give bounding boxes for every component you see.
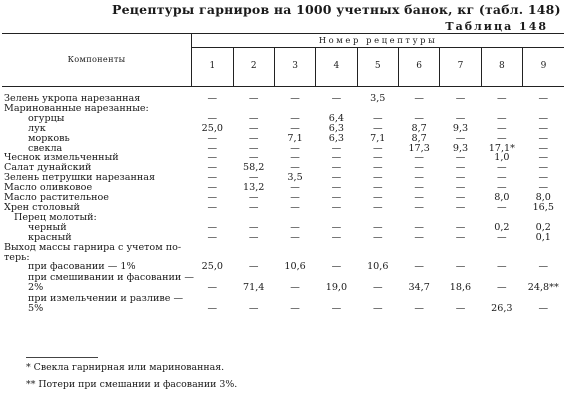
- component-name: 5%: [28, 303, 44, 315]
- value-cell: —: [414, 231, 424, 243]
- value-cell: —: [290, 162, 300, 174]
- value-cell: —: [290, 303, 300, 315]
- value-cell: —: [248, 112, 259, 124]
- recipe-column-number: 2: [233, 48, 274, 87]
- table-row: [2, 243, 564, 253]
- value-cell: —: [207, 201, 218, 213]
- value-cell: —: [497, 93, 507, 104]
- component-name: свекла: [28, 142, 63, 154]
- value-cell: 18,6: [449, 282, 472, 294]
- value-cell: [192, 243, 233, 253]
- table-row: [2, 124, 564, 134]
- recipe-number-header: Номер рецептуры: [192, 34, 564, 48]
- value-cell: —: [248, 192, 259, 204]
- component-name: Хрен столовый: [4, 201, 80, 213]
- value-cell: —: [372, 303, 383, 315]
- footnote: * Свекла гарнирная или маринованная.: [26, 362, 225, 373]
- value-cell: 0,2: [535, 221, 551, 233]
- value-cell: —: [331, 221, 342, 233]
- value-cell: —: [372, 112, 383, 124]
- component-name: Салат дунайский: [4, 162, 92, 174]
- page-title: Рецептуры гарниров на 1000 учетных банок, кг (табл. 148): [112, 2, 561, 17]
- value-cell: 10,6: [367, 261, 389, 273]
- component-name: 2%: [28, 282, 44, 294]
- value-cell: 9,3: [452, 122, 469, 134]
- value-cell: —: [538, 112, 549, 124]
- value-cell: 58,2: [243, 162, 265, 174]
- recipe-column-number: 1: [192, 48, 233, 87]
- value-cell: —: [538, 162, 549, 174]
- component-name: терь:: [4, 251, 30, 263]
- value-cell: —: [248, 221, 259, 233]
- value-cell: 26,3: [491, 303, 513, 315]
- value-cell: —: [455, 172, 466, 184]
- recipe-column-number: 4: [316, 48, 357, 87]
- value-cell: —: [331, 192, 342, 204]
- value-cell: 3,5: [370, 93, 386, 104]
- value-cell: —: [455, 132, 466, 144]
- value-cell: 16,5: [532, 201, 554, 213]
- table-row: [2, 193, 564, 203]
- value-cell: 25,0: [201, 122, 224, 134]
- component-name: Маринованные нарезанные:: [4, 102, 149, 114]
- value-cell: —: [372, 221, 383, 233]
- value-cell: —: [455, 182, 466, 194]
- component-name: огурцы: [28, 112, 65, 124]
- table-row: [2, 223, 564, 233]
- component-name: при фасовании — 1%: [28, 261, 136, 273]
- value-cell: —: [414, 201, 424, 213]
- value-cell: 6,3: [328, 122, 345, 134]
- value-cell: 7,1: [370, 132, 386, 144]
- value-cell: —: [455, 303, 466, 315]
- value-cell: —: [207, 132, 218, 144]
- value-cell: —: [372, 162, 383, 174]
- recipe-column-number: 5: [357, 48, 398, 87]
- value-cell: —: [290, 231, 300, 243]
- components-header: Компоненты: [2, 34, 192, 87]
- value-cell: —: [207, 152, 218, 164]
- recipe-column-number: 6: [398, 48, 439, 87]
- component-name: Перец молотый:: [14, 211, 97, 223]
- value-cell: —: [207, 182, 218, 194]
- value-cell: —: [497, 112, 507, 124]
- value-cell: 19,0: [325, 282, 348, 294]
- value-cell: —: [455, 201, 466, 213]
- value-cell: —: [207, 282, 218, 294]
- value-cell: —: [207, 142, 218, 154]
- value-cell: —: [290, 221, 300, 233]
- footnote: ** Потери при смешании и фасовании 3%.: [26, 379, 238, 390]
- table-label: Таблица 148: [445, 20, 548, 33]
- value-cell: 8,7: [411, 132, 427, 144]
- value-cell: —: [207, 231, 218, 243]
- value-cell: 17,3: [408, 142, 430, 154]
- value-cell: —: [248, 303, 259, 315]
- value-cell: 13,2: [243, 182, 265, 194]
- value-cell: —: [207, 221, 218, 233]
- value-cell: —: [248, 201, 259, 213]
- value-cell: —: [455, 231, 466, 243]
- value-cell: —: [207, 112, 218, 124]
- value-cell: —: [455, 261, 466, 273]
- value-cell: —: [290, 122, 300, 134]
- component-name: красный: [28, 231, 72, 243]
- value-cell: [233, 243, 274, 253]
- value-cell: —: [414, 192, 424, 204]
- footnote-divider: [26, 357, 98, 358]
- value-cell: —: [207, 172, 218, 184]
- table-row: [2, 104, 564, 114]
- value-cell: [523, 243, 564, 253]
- value-cell: —: [207, 192, 218, 204]
- value-cell: —: [290, 201, 300, 213]
- table-body: [2, 87, 564, 316]
- value-cell: —: [248, 172, 259, 184]
- table-row: [2, 294, 564, 304]
- value-cell: —: [372, 152, 383, 164]
- component-name: Выход массы гарнира с учетом по-: [4, 241, 182, 253]
- value-cell: 25,0: [201, 261, 224, 273]
- value-cell: [357, 243, 398, 253]
- value-cell: —: [455, 152, 466, 164]
- value-cell: —: [497, 201, 507, 213]
- value-cell: —: [455, 192, 466, 204]
- value-cell: —: [290, 112, 300, 124]
- value-cell: —: [372, 192, 383, 204]
- value-cell: —: [372, 201, 383, 213]
- value-cell: —: [455, 112, 466, 124]
- value-cell: —: [414, 221, 424, 233]
- value-cell: —: [290, 182, 300, 194]
- value-cell: [481, 243, 522, 253]
- value-cell: —: [497, 132, 507, 144]
- value-cell: 6,4: [328, 112, 345, 124]
- component-name: при измельчении и разливе —: [28, 293, 184, 305]
- component-name: Чеснок измельченный: [4, 152, 119, 164]
- value-cell: 0,2: [494, 221, 510, 233]
- value-cell: —: [538, 182, 549, 194]
- value-cell: —: [538, 303, 549, 315]
- value-cell: 71,4: [243, 282, 265, 294]
- value-cell: 9,3: [452, 142, 469, 154]
- component-name: Зелень укропа нарезанная: [4, 93, 141, 104]
- value-cell: —: [248, 152, 259, 164]
- value-cell: 24,8**: [527, 282, 559, 294]
- value-cell: [440, 243, 481, 253]
- value-cell: [316, 243, 357, 253]
- value-cell: —: [248, 142, 259, 154]
- value-cell: —: [290, 152, 300, 164]
- table-row: [2, 134, 564, 144]
- component-name: Масло растительное: [4, 192, 109, 204]
- value-cell: —: [497, 261, 507, 273]
- value-cell: —: [248, 132, 259, 144]
- value-cell: —: [497, 172, 507, 184]
- value-cell: —: [331, 182, 342, 194]
- value-cell: 7,1: [287, 132, 303, 144]
- value-cell: —: [497, 182, 507, 194]
- value-cell: —: [455, 221, 466, 233]
- value-cell: —: [538, 93, 549, 104]
- table-row: [2, 114, 564, 124]
- value-cell: —: [248, 122, 259, 134]
- value-cell: —: [290, 282, 300, 294]
- component-name: черный: [28, 221, 67, 233]
- value-cell: —: [372, 282, 383, 294]
- value-cell: —: [538, 172, 549, 184]
- value-cell: —: [248, 231, 259, 243]
- value-cell: —: [538, 132, 549, 144]
- value-cell: —: [497, 122, 507, 134]
- value-cell: —: [331, 303, 342, 315]
- recipe-column-number: 8: [481, 48, 522, 87]
- value-cell: —: [497, 282, 507, 294]
- component-name: морковь: [28, 132, 70, 144]
- value-cell: —: [372, 142, 383, 154]
- value-cell: [398, 243, 439, 253]
- value-cell: —: [372, 231, 383, 243]
- value-cell: —: [414, 303, 424, 315]
- value-cell: —: [414, 172, 424, 184]
- table-row: [2, 304, 564, 315]
- value-cell: 8,0: [494, 192, 510, 204]
- value-cell: —: [538, 152, 549, 164]
- value-cell: 6,3: [328, 132, 345, 144]
- value-cell: —: [455, 162, 466, 174]
- value-cell: 1,0: [494, 152, 510, 164]
- recipe-table: [2, 33, 564, 315]
- value-cell: —: [207, 303, 218, 315]
- component-name: Масло оливковое: [4, 182, 93, 194]
- table-row: [2, 273, 564, 283]
- value-cell: —: [414, 162, 424, 174]
- value-cell: —: [372, 122, 383, 134]
- value-cell: —: [207, 162, 218, 174]
- value-cell: —: [331, 142, 342, 154]
- value-cell: —: [497, 231, 507, 243]
- value-cell: —: [331, 231, 342, 243]
- value-cell: —: [497, 162, 507, 174]
- value-cell: —: [331, 93, 342, 104]
- value-cell: 8,0: [535, 192, 551, 204]
- value-cell: —: [538, 261, 549, 273]
- value-cell: —: [455, 93, 466, 104]
- component-name: лук: [28, 122, 46, 134]
- value-cell: —: [538, 142, 549, 154]
- value-cell: —: [207, 93, 218, 104]
- value-cell: —: [331, 172, 342, 184]
- value-cell: —: [372, 182, 383, 194]
- value-cell: —: [331, 261, 342, 273]
- value-cell: —: [290, 93, 300, 104]
- value-cell: —: [331, 152, 342, 164]
- value-cell: —: [414, 112, 424, 124]
- value-cell: —: [331, 162, 342, 174]
- recipe-column-number: 7: [440, 48, 481, 87]
- value-cell: —: [331, 201, 342, 213]
- value-cell: —: [414, 261, 424, 273]
- recipe-column-number: 3: [274, 48, 315, 87]
- value-cell: [274, 243, 315, 253]
- footnotes: [26, 359, 237, 393]
- value-cell: 17,1*: [488, 142, 515, 154]
- value-cell: —: [372, 172, 383, 184]
- value-cell: —: [414, 182, 424, 194]
- value-cell: 3,5: [287, 172, 303, 184]
- table-row: [2, 213, 564, 223]
- value-cell: —: [248, 93, 259, 104]
- value-cell: —: [414, 93, 424, 104]
- value-cell: —: [248, 261, 259, 273]
- value-cell: —: [290, 192, 300, 204]
- value-cell: —: [414, 152, 424, 164]
- value-cell: 8,7: [411, 122, 427, 134]
- value-cell: 0,1: [535, 231, 551, 243]
- value-cell: 10,6: [284, 261, 306, 273]
- value-cell: —: [290, 142, 300, 154]
- value-cell: —: [538, 122, 549, 134]
- recipe-column-number: 9: [523, 48, 564, 87]
- value-cell: 34,7: [408, 282, 430, 294]
- component-name: Зелень петрушки нарезанная: [4, 172, 156, 184]
- component-name: при смешивании и фасовании —: [28, 272, 194, 284]
